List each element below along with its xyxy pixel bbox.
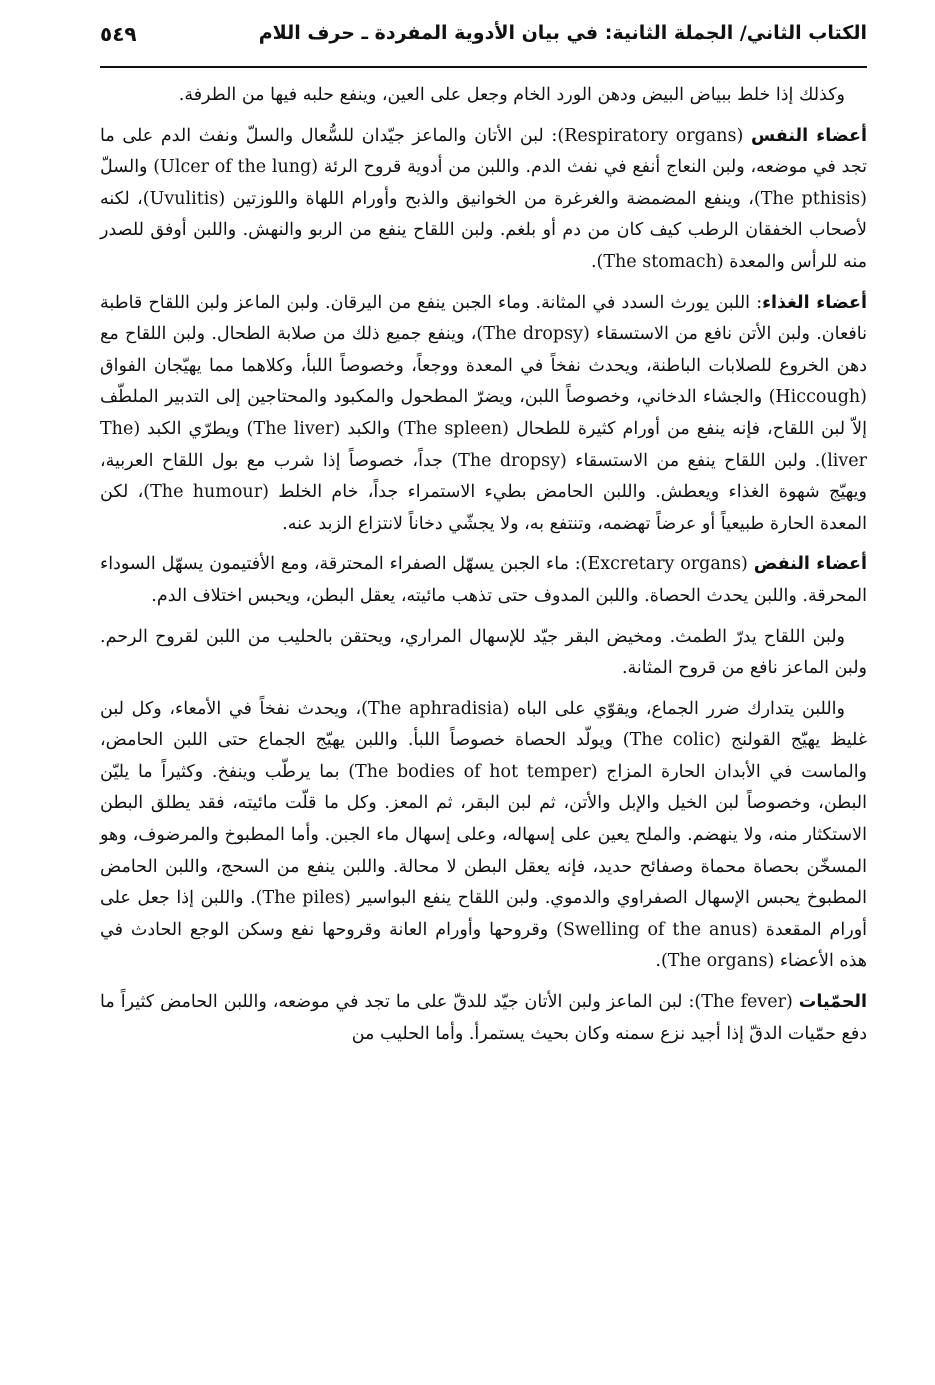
header-title: الكتاب الثاني/ الجملة الثانية: في بيان الأدوية المفردة ـ حرف اللام [258,22,867,44]
paragraph-text: (The fever): لبن الماعز ولبن الأتان جيّد للدقّ على ما تجد في موضعه، واللبن الحامض كثيراً ما دفع حمّيات الدقّ إذا أجيد نزع سمنه وكان بحيث يستمرأ. وأما الحليب من [100,992,867,1044]
paragraph-text: : اللبن يورث السدد في المثانة. وماء الجبن ينفع من اليرقان. ولبن الماعز ولبن اللقاح قاطبة نافعان. ولبن الأتن نافع من الاستسقاء (The dropsy)، وينفع جميع ذلك من صلابة الطحال. ولبن اللقاح مع دهن الخروع للصلابات الباطنة، ويحدث نفخاً في المعدة ووجعاً، وخصوصاً اللبأ، وكلاهما مما يهيّجان الفواق (Hiccough) والجشاء الدخاني، وخصوصاً اللبن، ويضرّ المطحول والمكبود والمحتاجين إلى التدبير الملطّف إلاّ لبن اللقاح، فإنه ينفع من أورام كثيرة للطحال (The spleen) والكبد (The liver) ويطرّي الكبد (The liver). ولبن اللقاح ينفع من الاستسقاء (The dropsy) جداً، خصوصاً إذا شرب مع بول اللقاح العربية، ويهيّج شهوة الغذاء ويعطش. واللبن الحامض بطيء الاستمراء جداً، خام الخلط (The humour)، لكن المعدة الحارة طبيعياً أو عرضاً تهضمه، وتنتفع به، ولا يجشّي دخاناً لانتزاع الزبد عنه. [100,292,868,534]
header-rule [100,66,867,68]
paragraph-text: (Respiratory organs): لبن الأتان والماعز جيّدان للسُّعال والسلّ ونفث الدم على ما تجد في موضعه، ولبن النعاج أنفع في نفث الدم. واللبن من أدوية قروح الرئة (Ulcer of the lung) والسلّ (The pthisis)، وينفع المضمضة والغرغرة من الخوانيق والذبح وأورام اللهاة واللوزتين (Uvulitis)، لكنه لأصحاب الخفقان الرطب كيف كان من دم أو بلغم. ولبن اللقاح ينفع من الربو والنهش. واللبن أوفق للصدر منه للرأس والمعدة (The stomach). [100,125,867,272]
paragraph-excretory-organs [100,549,867,612]
section-term: أعضاء النفس [751,125,867,146]
paragraph-respiratory-organs [100,121,867,279]
section-term: أعضاء النفض [753,554,867,575]
paragraph-text: وكذلك إذا خلط ببياض البيض ودهن الورد الخام وجعل على العين، وينفع حلبه فيها من الطرفة. [178,85,845,105]
paragraph-eye [100,80,867,112]
paragraph-fevers [100,987,867,1050]
paragraph-camel-milk [100,622,867,685]
section-term: أعضاء الغذاء [762,292,867,313]
paragraph-intercourse [100,694,867,978]
body-text [100,80,867,1059]
paragraph-text: واللبن يتدارك ضرر الجماع، ويقوّي على الباه (The aphradisia)، ويحدث نفخاً في الأمعاء، وكل لبن غليظ يهيّج القولنج (The colic) ويولّد الحصاة خصوصاً اللبأ. واللبن يهيّج الجماع حتى اللبن الحامض، والماست في الأبدان الحارة المزاج (The bodies of hot temper) بما يرطّب وينفخ. وكثيراً ما يليّن البطن، وخصوصاً لبن الخيل والإبل والأتن، ثم لبن البقر، ثم المعز. وكل ما قلّت مائيته، فقد يطلق البطن الاستكثار منه، ولا ينهضم. والملح يعين على إسهاله، وعلى إسهال ماء الجبن. وأما المطبوخ والمرضوف، وهو المسخّن بحصاة محماة وصفائح حديد، فإنه يعقل البطن لا محالة. واللبن ينفع من السحج، واللبن الحامض المطبوخ يحبس الإسهال الصفراوي والدموي. ولبن اللقاح ينفع البواسير (The piles). واللبن إذا جعل على أورام المقعدة (Swelling of the anus) وقروحها وأورام العانة وقروحها نفع وسكن الوجع الحادث في هذه الأعضاء (The organs). [100,698,868,972]
paragraph-text: ولبن اللقاح يدرّ الطمث. ومخيض البقر جيّد للإسهال المراري، ويحتقن بالحليب من اللبن لقروح الرحم. ولبن الماعز نافع من قروح المثانة. [100,626,867,679]
paragraph-nutrition-organs [100,288,867,541]
page-number: ٥٤٩ [100,22,137,46]
paragraph-text: (Excretary organs): ماء الجبن يسهّل الصفراء المحترقة، ومع الأفتيمون يسهّل السوداء المحرقة. واللبن يحدث الحصاة. واللبن المدوف حتى تذهب مائيته، يعقل البطن، ويحبس اختلاف الدم. [100,554,867,606]
section-term: الحمّيات [798,992,867,1013]
running-header [100,18,867,58]
